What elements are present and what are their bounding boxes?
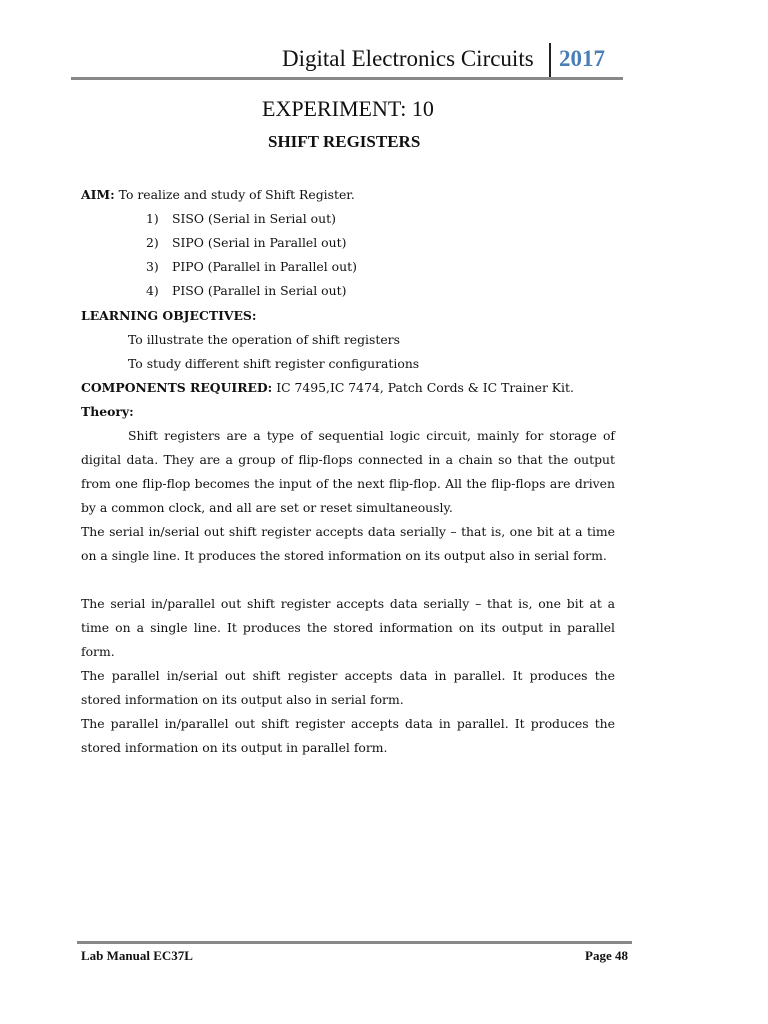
footer-page-number: Page 48: [585, 948, 628, 963]
aim-item: [146, 259, 357, 275]
aim-item-number: 4): [146, 283, 159, 298]
theory-paragraph: The serial in/serial out shift register accepts data serially – that is, one bit at a time on a single line. It produces the stored information on its output also in serial form.: [81, 524, 615, 563]
aim-item-number: 1): [146, 211, 159, 226]
objective-item: To illustrate the operation of shift registers: [128, 332, 400, 347]
aim-line: [81, 187, 355, 203]
theory-paragraph: The serial in/parallel out shift register accepts data serially – that is, one bit at a time on a single line. It produces the stored information on its output in parallel form.: [81, 596, 615, 659]
aim-item-text: PIPO (Parallel in Parallel out): [172, 259, 357, 274]
objective-item: To study different shift register configurations: [128, 356, 420, 371]
footer-rule: [77, 941, 632, 944]
components-label: COMPONENTS REQUIRED:: [81, 380, 273, 395]
theory-label: Theory:: [81, 404, 134, 419]
objectives-label: LEARNING OBJECTIVES:: [81, 308, 257, 323]
experiment-subtitle: SHIFT REGISTERS: [268, 132, 421, 151]
header-separator: [549, 43, 551, 79]
aim-item: [146, 235, 346, 251]
footer-manual-name: Lab Manual EC37L: [81, 948, 193, 963]
components-text: IC 7495,IC 7474, Patch Cords & IC Trainer Kit.: [272, 380, 574, 395]
theory-paragraph: Shift registers are a type of sequential logic circuit, mainly for storage of digital data. They are a group of flip-flops connected in a chain so that the output from one flip-flop becomes the input of the next flip-flop. All the flip-flops are driven by a common clock, and all are set or reset simultaneously.: [81, 428, 615, 515]
aim-item: [146, 283, 346, 299]
theory-paragraph: The parallel in/parallel out shift register accepts data in parallel. It produces the stored information on its output in parallel form.: [81, 716, 615, 755]
header-title: Digital Electronics Circuits: [282, 46, 534, 71]
header-rule: [71, 77, 623, 80]
aim-text: To realize and study of Shift Register.: [114, 187, 355, 202]
aim-label: AIM:: [81, 187, 115, 202]
aim-item-number: 2): [146, 235, 159, 250]
aim-item: [146, 211, 336, 227]
aim-item-text: SISO (Serial in Serial out): [172, 211, 336, 226]
aim-item-number: 3): [146, 259, 159, 274]
aim-item-text: PISO (Parallel in Serial out): [172, 283, 347, 298]
aim-item-text: SIPO (Serial in Parallel out): [172, 235, 347, 250]
experiment-title: EXPERIMENT: 10: [262, 96, 434, 121]
header-year: 2017: [559, 46, 605, 71]
theory-paragraph: The parallel in/serial out shift register accepts data in parallel. It produces the stored information on its output also in serial form.: [81, 668, 615, 707]
components-line: [81, 380, 574, 396]
